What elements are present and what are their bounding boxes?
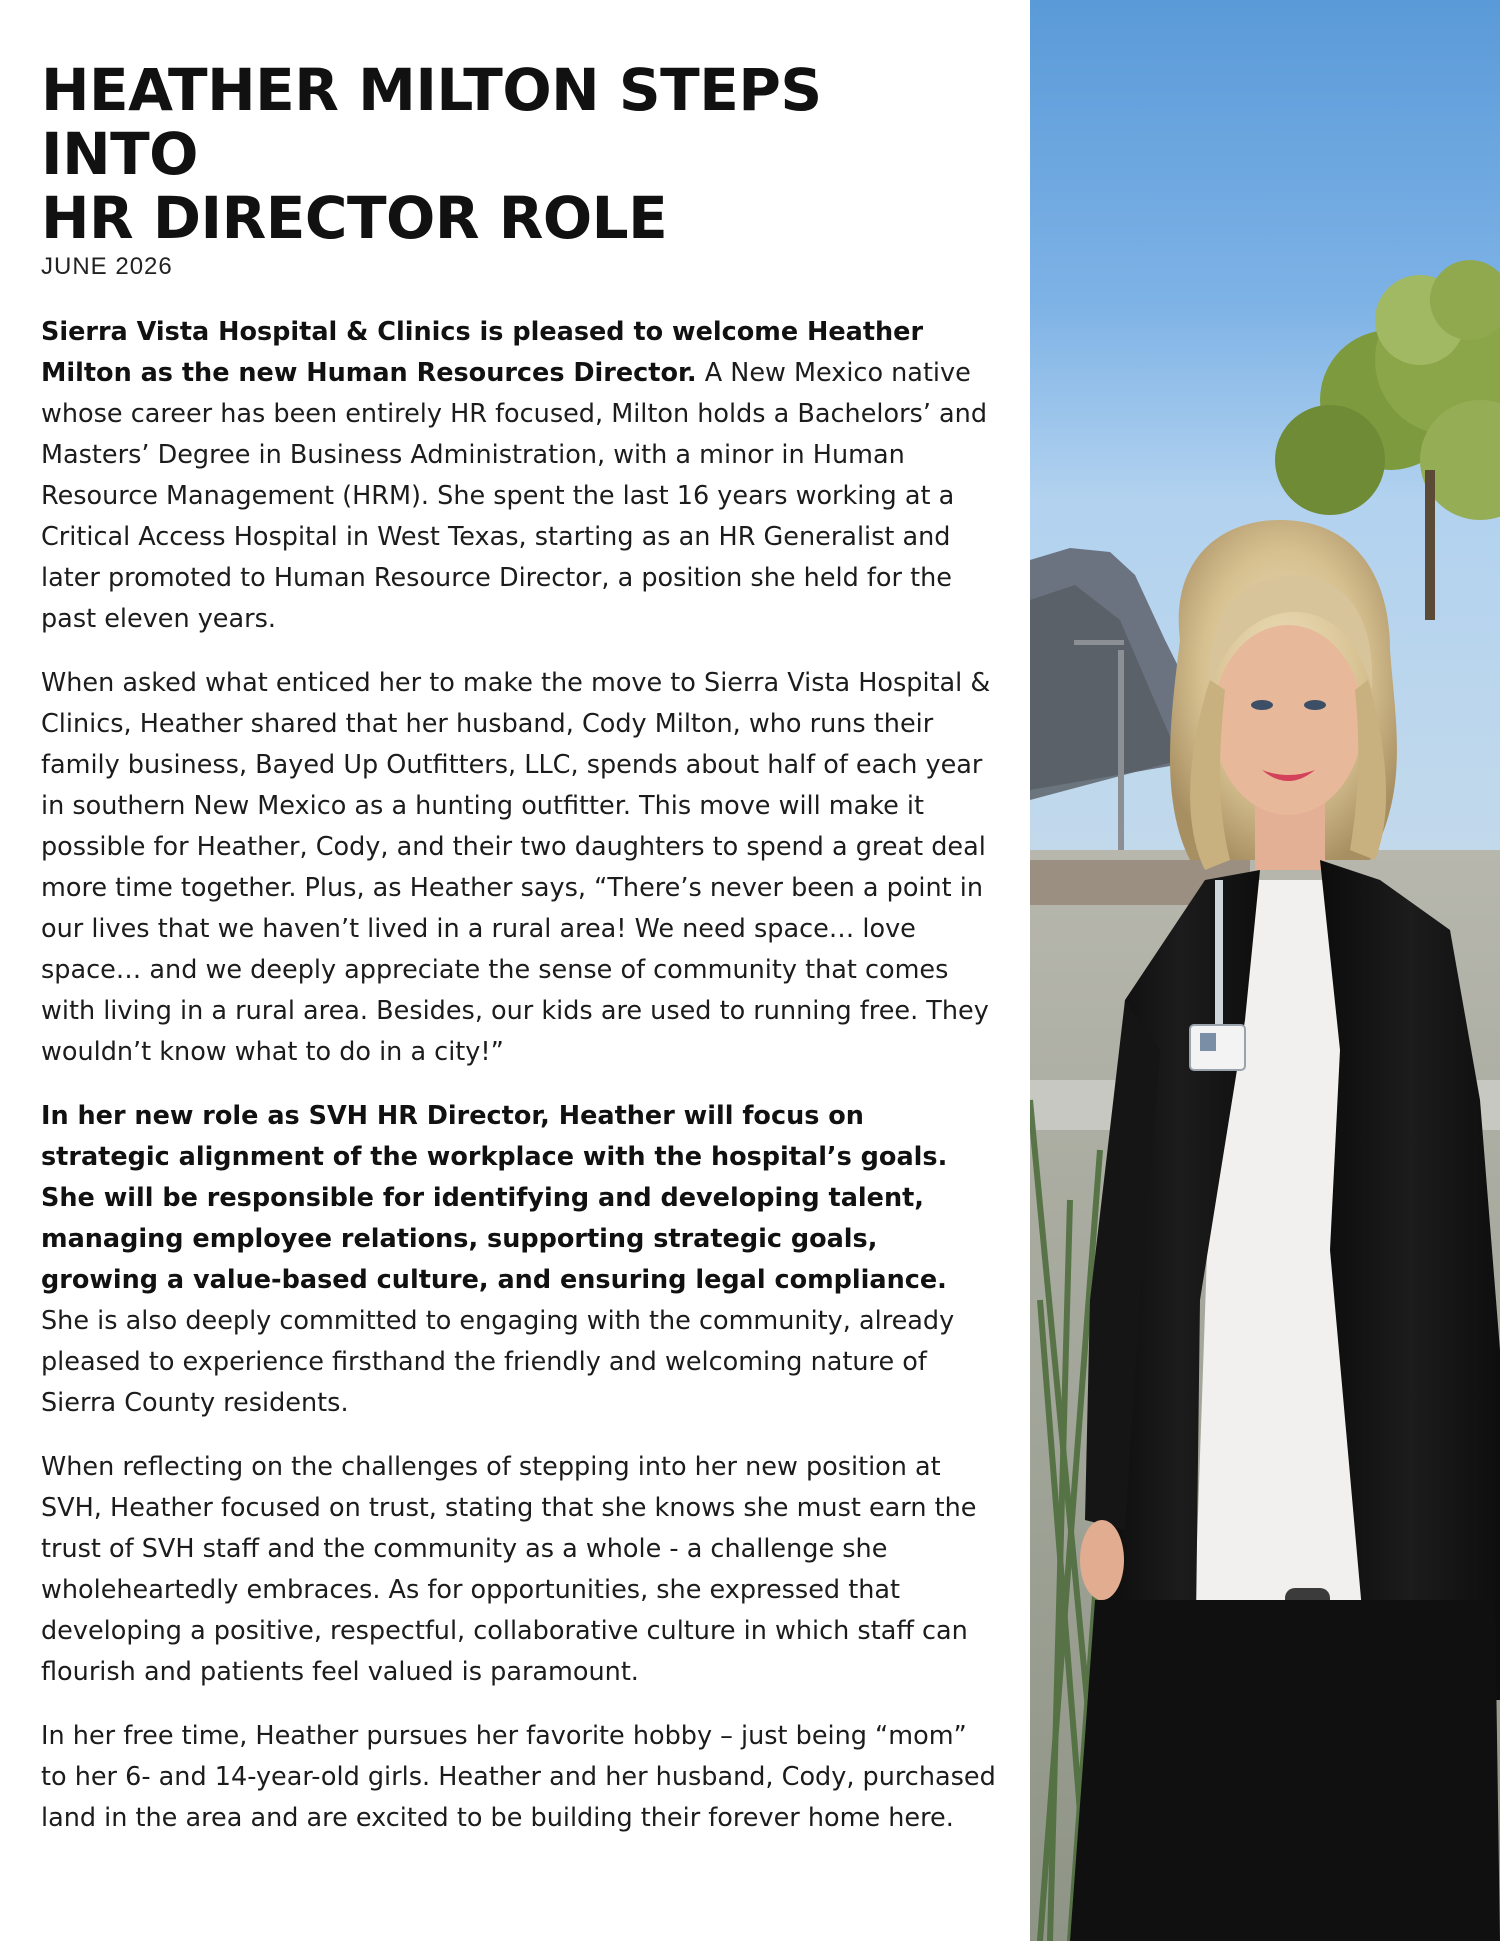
paragraph-role-body: She is also deeply committed to engaging with the community, already pleased to experience firsthand the friendly and welcoming nature of Sierra County residents. <box>41 1306 955 1418</box>
headline-line-1: HEATHER MILTON STEPS INTO <box>41 56 822 188</box>
face <box>1213 625 1363 815</box>
paragraph-free-time-body: In her free time, Heather pursues her favorite hobby – just being “mom” to her 6- and 14-year-old girls. Heather and her husband, Cody, purchased land in the area and are excited to be building their forever home here. <box>41 1721 996 1833</box>
headline-line-2: HR DIRECTOR ROLE <box>41 184 668 252</box>
article-column <box>41 58 996 1839</box>
portrait-photo <box>1030 0 1500 1941</box>
id-badge-photo <box>1200 1033 1216 1051</box>
id-badge <box>1190 1025 1245 1070</box>
paragraph-move <box>41 663 996 1073</box>
paragraph-challenges-body: When reflecting on the challenges of stepping into her new position at SVH, Heather focused on trust, stating that she knows she must earn the trust of SVH staff and the community as a whole - a challenge she wholeheartedly embraces. As for opportunities, she expressed that developing a positive, respectful, collaborative culture in which staff can flourish and patients feel valued is paramount. <box>41 1452 977 1687</box>
lanyard <box>1215 880 1223 1030</box>
paragraph-free-time <box>41 1716 996 1839</box>
article-date: JUNE 2026 <box>41 253 173 280</box>
paragraph-intro <box>41 312 996 640</box>
paragraph-challenges <box>41 1447 996 1693</box>
street-light-arm <box>1074 640 1124 645</box>
eye-right <box>1304 700 1326 710</box>
paragraph-move-body: When asked what enticed her to make the move to Sierra Vista Hospital & Clinics, Heather shared that her husband, Cody Milton, who runs their family business, Bayed Up Outfitters, LLC, spends about half of each year in southern New Mexico as a hunting outfitter. This move will make it possible for Heather, Cody, and their two daughters to spend a great deal more time together. Plus, as Heather says, “There’s never been a point in our lives that we haven’t lived in a rural area! We need space… love space… and we deeply appreciate the sense of community that comes with living in a rural area. Besides, our kids are used to running free. They wouldn’t know what to do in a city!” <box>41 668 991 1067</box>
pants <box>1070 1600 1500 1941</box>
tree-trunk <box>1425 470 1435 620</box>
paragraph-role <box>41 1096 996 1424</box>
eye-left <box>1251 700 1273 710</box>
paragraph-intro-lead: Sierra Vista Hospital & Clinics is pleased to welcome Heather Milton as the new Human Resources Director. <box>41 317 924 388</box>
paragraph-intro-body: A New Mexico native whose career has been entirely HR focused, Milton holds a Bachelors’ and Masters’ Degree in Business Administration, with a minor in Human Resource Management (HRM). She spent the last 16 years working at a Critical Access Hospital in West Texas, starting as an HR Generalist and later promoted to Human Resource Director, a position she held for the past eleven years. <box>41 358 988 634</box>
paragraph-role-lead: In her new role as SVH HR Director, Heather will focus on strategic alignment of the workplace with the hospital’s goals. She will be responsible for identifying and developing talent, managing employee relations, supporting strategic goals, growing a value-based culture, and ensuring legal compliance. <box>41 1101 948 1295</box>
hand-left <box>1080 1520 1124 1600</box>
portrait-illustration <box>1030 0 1500 1941</box>
article-headline <box>41 58 996 250</box>
